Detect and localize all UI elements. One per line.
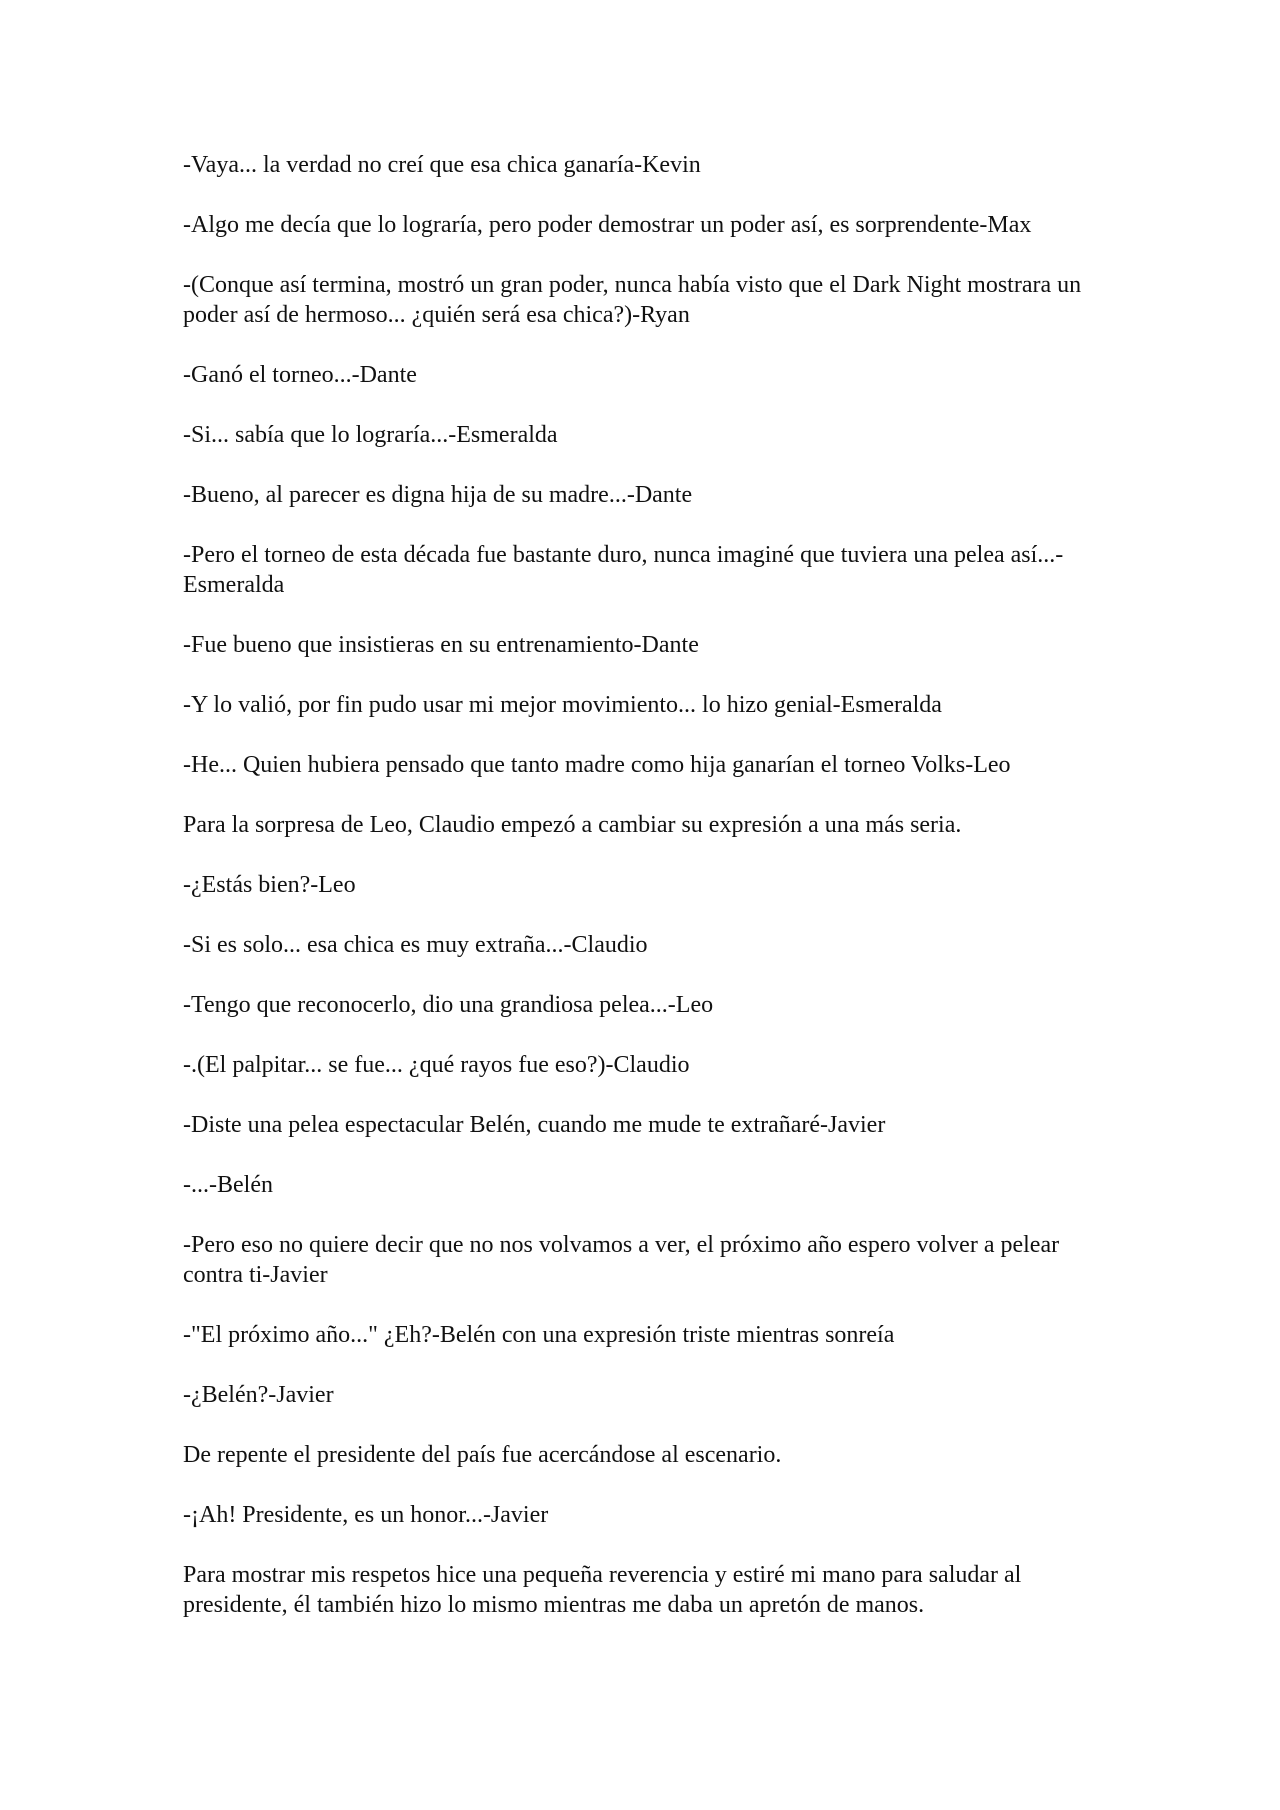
paragraph: -Algo me decía que lo lograría, pero poder demostrar un poder así, es sorprendente-Max bbox=[183, 212, 1032, 238]
paragraph: -"El próximo año..." ¿Eh?-Belén con una expresión triste mientras sonreía bbox=[183, 1322, 895, 1348]
paragraph: -Vaya... la verdad no creí que esa chica ganaría-Kevin bbox=[183, 152, 701, 178]
paragraph: -.(El palpitar... se fue... ¿qué rayos fue eso?)-Claudio bbox=[183, 1052, 690, 1078]
document-body bbox=[183, 150, 1113, 1650]
paragraph: -(Conque así termina, mostró un gran poder, nunca había visto que el Dark Night mostrara un poder así de hermoso... ¿quién será esa chica?)-Ryan bbox=[183, 272, 1082, 328]
paragraph: -¿Estás bien?-Leo bbox=[183, 872, 356, 898]
paragraph: -Ganó el torneo...-Dante bbox=[183, 362, 417, 388]
paragraph: Para mostrar mis respetos hice una pequeña reverencia y estiré mi mano para saludar al presidente, él también hizo lo mismo mientras me daba un apretón de manos. bbox=[183, 1562, 1022, 1618]
paragraph: De repente el presidente del país fue acercándose al escenario. bbox=[183, 1442, 782, 1468]
paragraph: -¿Belén?-Javier bbox=[183, 1382, 334, 1408]
paragraph: -Pero eso no quiere decir que no nos volvamos a ver, el próximo año espero volver a pelear contra ti-Javier bbox=[183, 1232, 1060, 1288]
paragraph: Para la sorpresa de Leo, Claudio empezó a cambiar su expresión a una más seria. bbox=[183, 812, 962, 838]
paragraph: -He... Quien hubiera pensado que tanto madre como hija ganarían el torneo Volks-Leo bbox=[183, 752, 1011, 778]
paragraph: -Tengo que reconocerlo, dio una grandiosa pelea...-Leo bbox=[183, 992, 714, 1018]
paragraph: -Diste una pelea espectacular Belén, cuando me mude te extrañaré-Javier bbox=[183, 1112, 886, 1138]
paragraph: -Si... sabía que lo lograría...-Esmeralda bbox=[183, 422, 558, 448]
paragraph: -...-Belén bbox=[183, 1172, 273, 1198]
paragraph: -Bueno, al parecer es digna hija de su madre...-Dante bbox=[183, 482, 693, 508]
paragraph: -¡Ah! Presidente, es un honor...-Javier bbox=[183, 1502, 549, 1528]
paragraph: -Si es solo... esa chica es muy extraña...-Claudio bbox=[183, 932, 648, 958]
paragraph: -Y lo valió, por fin pudo usar mi mejor movimiento... lo hizo genial-Esmeralda bbox=[183, 692, 942, 718]
paragraph: -Pero el torneo de esta década fue bastante duro, nunca imaginé que tuviera una pelea así...-Esmeralda bbox=[183, 542, 1064, 598]
paragraph: -Fue bueno que insistieras en su entrenamiento-Dante bbox=[183, 632, 699, 658]
